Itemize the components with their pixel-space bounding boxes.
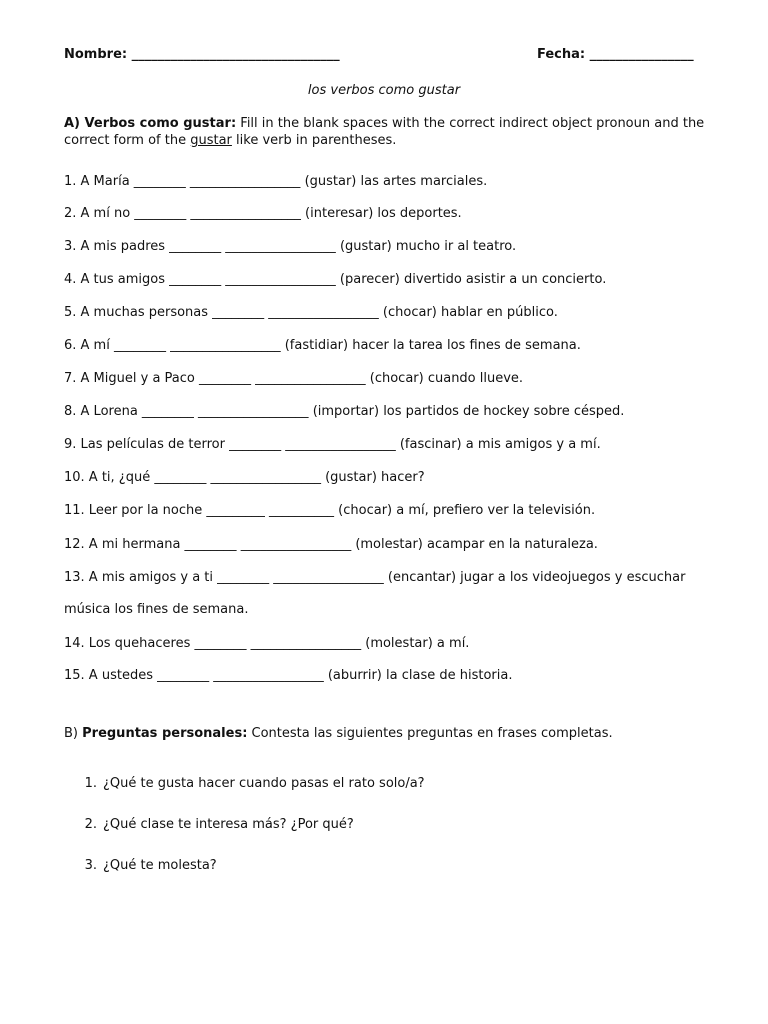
- date-field: [537, 47, 694, 62]
- name-field: [64, 47, 340, 62]
- question-text: ¿Qué te gusta hacer cuando pasas el rato solo/a?: [103, 776, 425, 791]
- exercise-item-2: 2. A mí no ________ _________________ (interesar) los deportes.: [64, 206, 462, 221]
- question-number: 2.: [84, 817, 97, 832]
- section-b-heading: Preguntas personales:: [82, 726, 248, 741]
- instruction-2-post: like verb in parentheses.: [231, 133, 397, 148]
- section-a-instruction-line-1: [64, 116, 704, 131]
- question-number: 3.: [84, 858, 97, 873]
- instruction-2-pre: correct form of the: [64, 133, 191, 148]
- exercise-item-5: 5. A muchas personas ________ _________________ (chocar) hablar en público.: [64, 305, 558, 320]
- question-text: ¿Qué clase te interesa más? ¿Por qué?: [103, 817, 354, 832]
- question-2: [73, 817, 354, 832]
- exercise-item-13: 13. A mis amigos y a ti ________ _________________ (encantar) jugar a los videojuegos y escuchar: [64, 570, 686, 585]
- section-a-instruction-1: Fill in the blank spaces with the correct indirect object pronoun and the: [236, 116, 705, 131]
- exercise-item-6: 6. A mí ________ _________________ (fastidiar) hacer la tarea los fines de semana.: [64, 338, 581, 353]
- question-number: 1.: [84, 776, 97, 791]
- section-b-prefix: B): [64, 726, 83, 741]
- exercise-item-1: 1. A María ________ _________________ (gustar) las artes marciales.: [64, 174, 488, 189]
- instruction-2-underlined: gustar: [190, 133, 232, 148]
- exercise-item-14: 14. Los quehaceres ________ _________________ (molestar) a mí.: [64, 636, 470, 651]
- exercise-item-13-continuation: música los fines de semana.: [64, 602, 249, 617]
- page-title: los verbos como gustar: [307, 83, 461, 98]
- exercise-item-10: 10. A ti, ¿qué ________ _________________ (gustar) hacer?: [64, 470, 425, 485]
- name-label: Nombre:: [64, 47, 128, 62]
- exercise-item-9: 9. Las películas de terror ________ _________________ (fascinar) a mis amigos y a mí.: [64, 437, 601, 452]
- exercise-item-3: 3. A mis padres ________ _________________ (gustar) mucho ir al teatro.: [64, 239, 517, 254]
- exercise-item-11: 11. Leer por la noche _________ __________ (chocar) a mí, prefiero ver la televisión.: [64, 503, 596, 518]
- exercise-item-12: 12. A mi hermana ________ _________________ (molestar) acampar en la naturaleza.: [64, 537, 598, 552]
- question-3: [73, 858, 217, 873]
- exercise-item-4: 4. A tus amigos ________ _________________ (parecer) divertido asistir a un concierto.: [64, 272, 607, 287]
- question-text: ¿Qué te molesta?: [103, 858, 217, 873]
- exercise-item-15: 15. A ustedes ________ _________________ (aburrir) la clase de historia.: [64, 668, 513, 683]
- section-b-heading-line: [64, 726, 613, 741]
- section-b-instruction: Contesta las siguientes preguntas en frases completas.: [247, 726, 613, 741]
- date-label: Fecha:: [537, 47, 586, 62]
- exercise-item-8: 8. A Lorena ________ _________________ (importar) los partidos de hockey sobre césped.: [64, 404, 625, 419]
- question-1: [73, 776, 425, 791]
- exercise-item-7: 7. A Miguel y a Paco ________ _________________ (chocar) cuando llueve.: [64, 371, 524, 386]
- section-a-instruction-line-2: [64, 133, 396, 148]
- date-blank: ________________: [589, 47, 694, 62]
- name-blank: ________________________________: [131, 47, 340, 62]
- section-a-heading: A) Verbos como gustar:: [64, 116, 237, 131]
